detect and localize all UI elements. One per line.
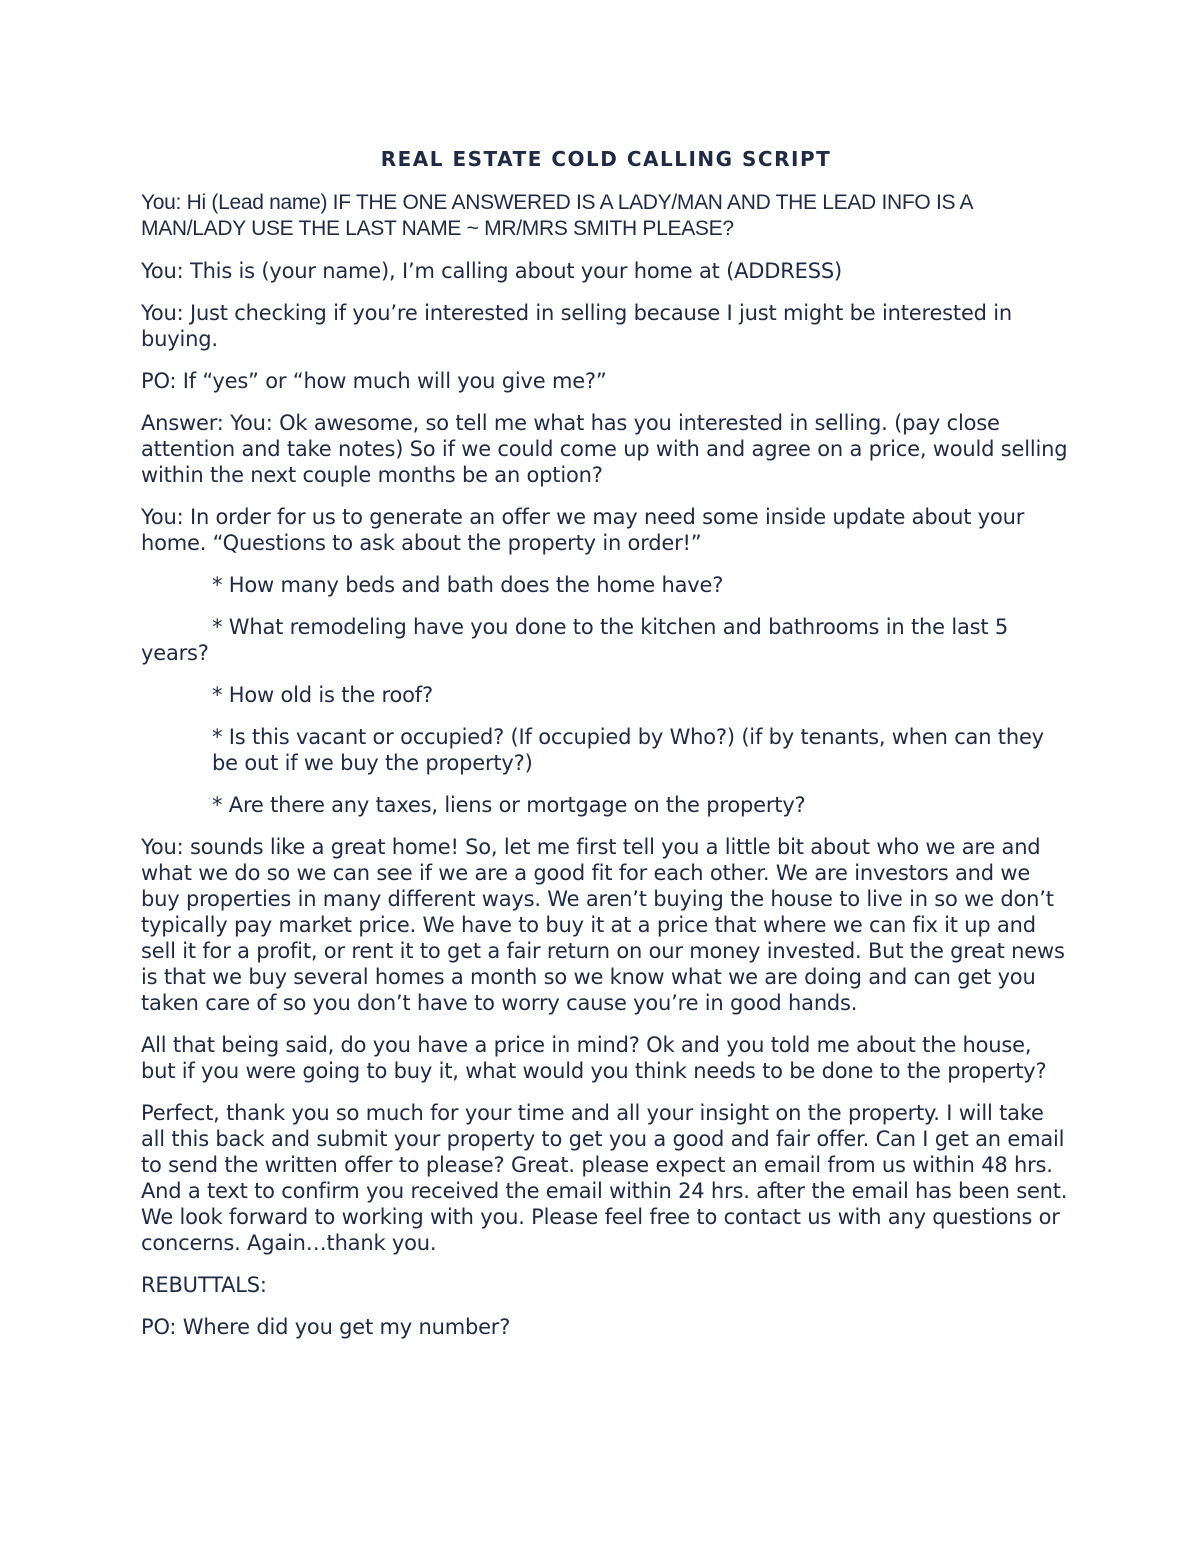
document-title: REAL ESTATE COLD CALLING SCRIPT	[380, 147, 832, 171]
script-answer: Answer: You: Ok awesome, so tell me what has you interested in selling. (pay close attention and take notes) So if we could come up with and agree on a price, would selling within the next couple months be an option?	[141, 411, 1068, 487]
script-property-questions-intro: You: In order for us to generate an offer we may need some inside update about your home. “Questions to ask about the property in order!”	[141, 505, 1025, 555]
script-prospect-response: PO: If “yes” or “how much will you give me?”	[141, 369, 607, 393]
property-question-remodeling: * What remodeling have you done to the kitchen and bathrooms in the last 5 years?	[141, 615, 1009, 665]
property-question-roof: * How old is the roof?	[212, 683, 433, 707]
script-price-question: All that being said, do you have a price in mind? Ok and you told me about the house, but if you were going to buy it, what would you think needs to be done to the property?	[141, 1033, 1047, 1083]
script-closing: Perfect, thank you so much for your time and all your insight on the property. I will take all this back and submit your property to get you a good and fair offer. Can I get an email to send the written offer to please? Great. please expect an email from us within 48 hrs. And a text to confirm you received the email within 24 hrs. after the email has been sent. We look forward to working with you. Please feel free to contact us with any questions or concerns. Again…thank you.	[141, 1101, 1068, 1255]
property-question-beds-baths: * How many beds and bath does the home have?	[212, 573, 724, 597]
rebuttals-heading: REBUTTALS:	[141, 1273, 267, 1297]
script-introduction: You: This is (your name), I’m calling about your home at (ADDRESS)	[141, 259, 842, 283]
script-greeting: You: Hi (Lead name) IF THE ONE ANSWERED IS A LADY/MAN AND THE LEAD INFO IS A MAN/LADY USE THE LAST NAME ~ MR/MRS SMITH PLEASE?	[141, 191, 973, 240]
rebuttal-where-number: PO: Where did you get my number?	[141, 1315, 511, 1339]
property-question-occupancy: * Is this vacant or occupied? (If occupied by Who?) (if by tenants, when can they be out if we buy the property?)	[212, 725, 1044, 775]
script-interest-check: You: Just checking if you’re interested in selling because I just might be interested in buying.	[141, 301, 1013, 351]
script-company-pitch: You: sounds like a great home! So, let me first tell you a little bit about who we are and what we do so we can see if we are a good fit for each other. We are investors and we buy properties in many different ways. We aren’t buying the house to live in so we don’t typically pay market price. We have to buy it at a price that where we can fix it up and sell it for a profit, or rent it to get a fair return on our money invested. But the great news is that we buy several homes a month so we know what we are doing and can get you taken care of so you don’t have to worry cause you’re in good hands.	[141, 835, 1065, 1015]
document-body	[141, 144, 1071, 1356]
property-question-liens: * Are there any taxes, liens or mortgage on the property?	[212, 793, 806, 817]
